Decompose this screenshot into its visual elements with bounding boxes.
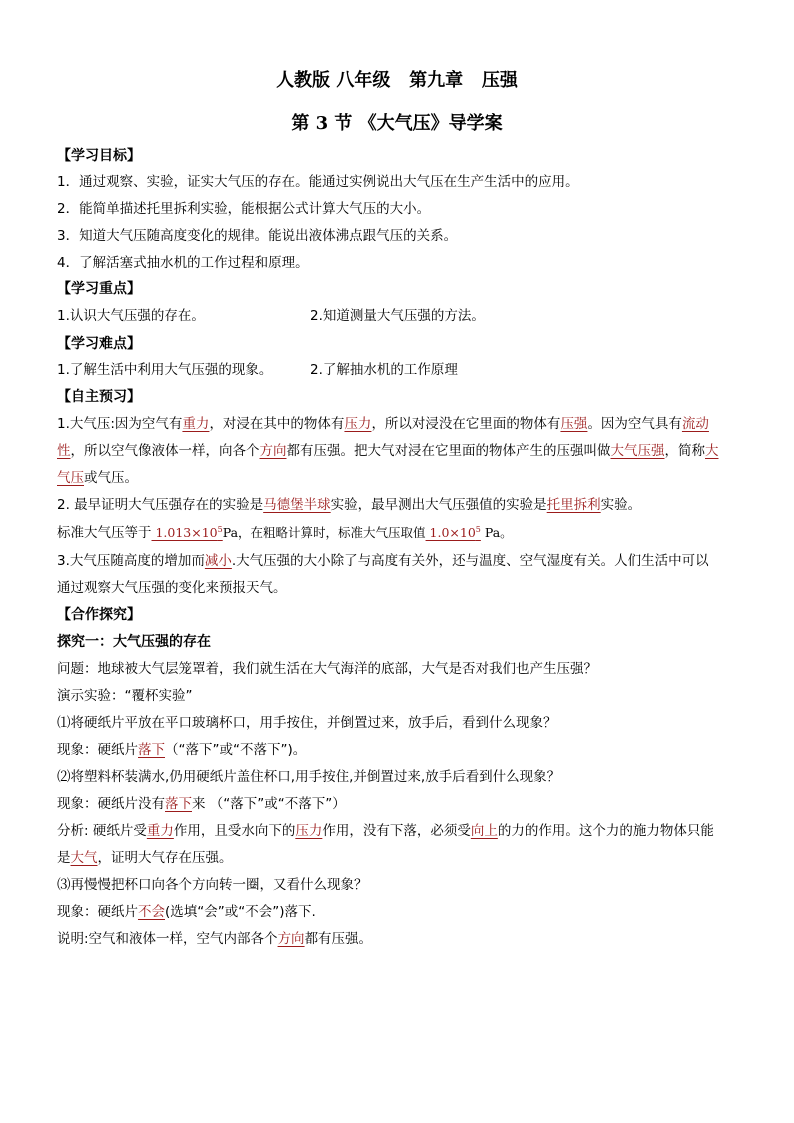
text: ，所以对浸没在它里面的物体有 bbox=[371, 416, 561, 432]
text: 的力的作用。这个力的施力物体只能 bbox=[497, 823, 714, 839]
difficulty-item: 2.了解抽水机的工作原理 bbox=[310, 362, 458, 378]
text: 现象：硬纸片没有 bbox=[57, 796, 165, 812]
observation-1 bbox=[57, 737, 739, 764]
goal-item: 2．能简单描述托里拆利实验，能根据公式计算大气压的大小。 bbox=[57, 201, 431, 217]
demo-experiment: 演示实验：“覆杯实验” bbox=[57, 688, 193, 704]
step-2: ⑵将塑料杯装满水,仍用硬纸片盖住杯口,用手按住,并倒置过来,放手后看到什么现象？ bbox=[57, 769, 561, 785]
section-heading-goals: 【学习目标】 bbox=[57, 148, 141, 164]
text: (选填“会”或“不会”)落下. bbox=[165, 904, 316, 920]
goal-item: 1．通过观察、实验，证实大气压的存在。能通过实例说出大气压在生产生活中的应用。 bbox=[57, 174, 579, 190]
text: Pa。 bbox=[480, 525, 513, 540]
step-1: ⑴将硬纸片平放在平口玻璃杯口，用手按住，并倒置过来，放手后，看到什么现象？ bbox=[57, 715, 557, 731]
observation-2 bbox=[57, 791, 739, 818]
preview-paragraph-3 bbox=[57, 548, 739, 575]
question-text: 问题：地球被大气层笼罩着，我们就生活在大气海洋的底部，大气是否对我们也产生压强？ bbox=[57, 661, 597, 677]
goal-item: 4．了解活塞式抽水机的工作过程和原理。 bbox=[57, 255, 309, 271]
answer-blank: 方向 bbox=[259, 443, 287, 459]
key-points-row bbox=[57, 303, 739, 330]
text: 2. 最早证明大气压强存在的实验是 bbox=[57, 497, 264, 513]
section-heading-difficulties: 【学习难点】 bbox=[57, 336, 141, 352]
preview-paragraph-1-end bbox=[57, 465, 739, 492]
preview-paragraph-2 bbox=[57, 492, 739, 519]
analysis bbox=[57, 818, 739, 845]
answer-blank: 大气 bbox=[70, 850, 98, 866]
answer-blank: 流动 bbox=[681, 416, 709, 432]
text: 分析: 硬纸片受 bbox=[57, 823, 147, 839]
section-heading-key-points: 【学习重点】 bbox=[57, 281, 141, 297]
answer-blank: 减小 bbox=[204, 553, 232, 569]
difficulties-row bbox=[57, 357, 739, 384]
text: 来 （“落下”或“不落下”） bbox=[192, 796, 346, 812]
text: ，证明大气存在压强。 bbox=[97, 850, 233, 866]
text: .大气压强的大小除了与高度有关外，还与温度、空气湿度有关。人们生活中可以 bbox=[231, 553, 709, 569]
answer-blank: 压强 bbox=[560, 416, 588, 432]
answer-blank: 性 bbox=[57, 443, 71, 459]
answer-blank: 大气压强 bbox=[610, 443, 665, 459]
text: 现象：硬纸片 bbox=[57, 742, 138, 758]
observation-3 bbox=[57, 899, 739, 926]
text: 1.大气压:因为空气有 bbox=[57, 416, 183, 432]
text: 都有压强。 bbox=[304, 931, 373, 947]
section-heading-cooperation: 【合作探究】 bbox=[57, 607, 141, 623]
analysis-cont bbox=[57, 845, 739, 872]
text: 说明:空气和液体一样，空气内部各个 bbox=[57, 931, 278, 947]
answer-blank: 压力 bbox=[344, 416, 372, 432]
text: ，所以空气像液体一样，向各个 bbox=[70, 443, 260, 459]
lesson-title: 第 3 节 《大气压》导学案 bbox=[291, 113, 503, 134]
text: 作用，且受水向下的 bbox=[173, 823, 296, 839]
answer-blank: 重力 bbox=[146, 823, 174, 839]
explore-heading: 探究一：大气压强的存在 bbox=[57, 634, 211, 650]
answer-blank: 重力 bbox=[182, 416, 210, 432]
answer-blank: $1.013\times 10^5$ bbox=[151, 524, 223, 540]
difficulty-item: 1.了解生活中利用大气压强的现象。 bbox=[57, 362, 273, 378]
text: 作用，没有下落，必须受 bbox=[322, 823, 471, 839]
answer-blank: 大 bbox=[705, 443, 719, 459]
text: Pa，在粗略计算时，标准大气压取值 bbox=[222, 525, 426, 540]
preview-paragraph-2b bbox=[57, 519, 739, 547]
answer-blank: 不会 bbox=[138, 904, 165, 920]
preview-paragraph-3-cont: 通过观察大气压强的变化来预报天气。 bbox=[57, 580, 287, 596]
text: ，对浸在其中的物体有 bbox=[209, 416, 345, 432]
answer-blank: 压力 bbox=[295, 823, 323, 839]
goal-item: 3．知道大气压随高度变化的规律。能说出液体沸点跟气压的关系。 bbox=[57, 228, 458, 244]
text: 。因为空气具有 bbox=[587, 416, 682, 432]
text: 或气压。 bbox=[84, 470, 138, 486]
answer-blank: 方向 bbox=[277, 931, 305, 947]
text: 实验，最早测出大气压强值的实验是 bbox=[330, 497, 547, 513]
answer-blank: 马德堡半球 bbox=[263, 497, 331, 513]
text: 是 bbox=[57, 850, 71, 866]
answer-blank: 落下 bbox=[165, 796, 192, 812]
key-point-item: 1.认识大气压强的存在。 bbox=[57, 308, 205, 324]
answer-blank: $1.0\times 10^5$ bbox=[425, 524, 481, 540]
text: 实验。 bbox=[600, 497, 642, 513]
section-heading-preview: 【自主预习】 bbox=[57, 389, 141, 405]
step-3: ⑶再慢慢把杯口向各个方向转一圈，又看什么现象？ bbox=[57, 877, 368, 893]
text: ，简称 bbox=[664, 443, 705, 459]
key-point-item: 2.知道测量大气压强的方法。 bbox=[310, 308, 485, 324]
answer-blank: 向上 bbox=[470, 823, 498, 839]
preview-paragraph-1 bbox=[57, 411, 739, 438]
explanation bbox=[57, 926, 739, 953]
answer-blank: 托里拆利 bbox=[546, 497, 601, 513]
text: 3.大气压随高度的增加而 bbox=[57, 553, 205, 569]
answer-blank: 落下 bbox=[138, 742, 165, 758]
text: 都有压强。把大气对浸在它里面的物体产生的压强叫做 bbox=[286, 443, 611, 459]
text: 现象：硬纸片 bbox=[57, 904, 138, 920]
answer-blank: 气压 bbox=[57, 470, 84, 486]
text: 标准大气压等于 bbox=[57, 525, 152, 541]
document-title: 人教版 八年级 第九章 压强 bbox=[276, 70, 518, 91]
preview-paragraph-1-cont bbox=[57, 438, 739, 465]
text: （“落下”或“不落下”)。 bbox=[165, 742, 307, 758]
